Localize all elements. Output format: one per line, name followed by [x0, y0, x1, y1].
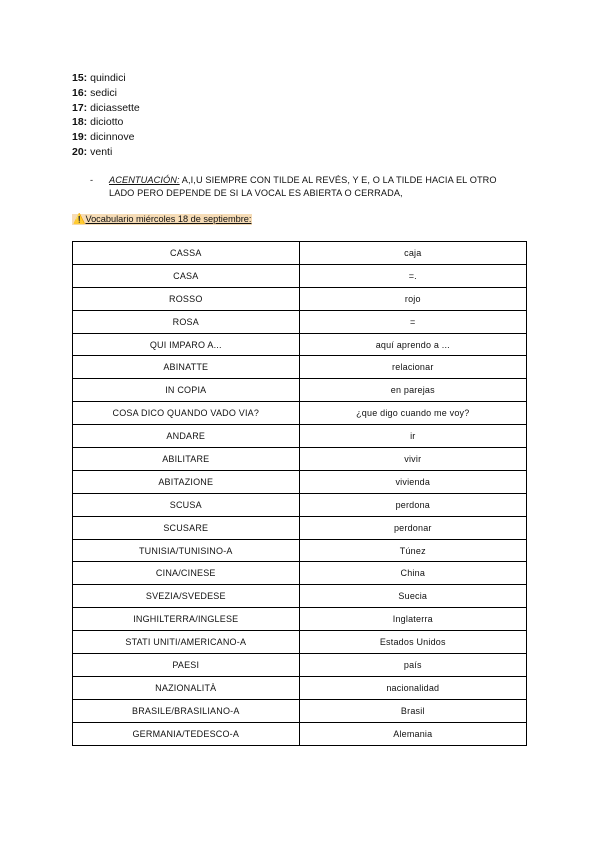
table-row	[73, 699, 527, 722]
table-row	[73, 242, 527, 265]
table-row	[73, 356, 527, 379]
italian-term: BRASILE/BRASILIANO-A	[73, 699, 300, 722]
italian-term: SVEZIA/SVEDESE	[73, 585, 300, 608]
spanish-term: Brasil	[299, 699, 526, 722]
vocab-heading-text: Vocabulario miércoles 18 de septiembre:	[85, 214, 252, 224]
table-row	[73, 562, 527, 585]
italian-term: SCUSA	[73, 493, 300, 516]
table-row	[73, 448, 527, 471]
table-row	[73, 287, 527, 310]
italian-term: STATI UNITI/AMERICANO-A	[73, 631, 300, 654]
spanish-term: Túnez	[299, 539, 526, 562]
table-row	[73, 333, 527, 356]
spanish-term: nacionalidad	[299, 676, 526, 699]
list-item: 18: diciotto	[72, 116, 124, 129]
vocab-heading	[72, 214, 252, 225]
table-row	[73, 654, 527, 677]
italian-term: CINA/CINESE	[73, 562, 300, 585]
spanish-term: Alemania	[299, 722, 526, 745]
spanish-term: Suecia	[299, 585, 526, 608]
table-row	[73, 608, 527, 631]
italian-term: ABILITARE	[73, 448, 300, 471]
table-row	[73, 722, 527, 745]
note-text: A,I,U SIEMPRE CON TILDE AL REVÉS, Y E, O LA TILDE HACIA EL OTRO LADO PERO DEPENDE DE SI LA VOCAL ES ABIERTA O CERRADA,	[109, 175, 497, 198]
table-row	[73, 516, 527, 539]
spanish-term: perdonar	[299, 516, 526, 539]
italian-term: INGHILTERRA/INGLESE	[73, 608, 300, 631]
spanish-term: vivir	[299, 448, 526, 471]
table-row	[73, 264, 527, 287]
table-row	[73, 676, 527, 699]
bullet-dash: -	[90, 175, 94, 185]
italian-term: ABITAZIONE	[73, 470, 300, 493]
italian-term: ROSSO	[73, 287, 300, 310]
italian-term: CASA	[73, 264, 300, 287]
italian-term: ROSA	[73, 310, 300, 333]
italian-term: CASSA	[73, 242, 300, 265]
vocab-table	[72, 241, 527, 746]
spanish-term: vivienda	[299, 470, 526, 493]
italian-term: GERMANIA/TEDESCO-A	[73, 722, 300, 745]
accent-note	[90, 174, 510, 200]
italian-term: PAESI	[73, 654, 300, 677]
italian-term: IN COPIA	[73, 379, 300, 402]
list-item: 20: venti	[72, 145, 113, 158]
list-item: 16: sedici	[72, 86, 117, 99]
table-row	[73, 493, 527, 516]
spanish-term: perdona	[299, 493, 526, 516]
spanish-term: caja	[299, 242, 526, 265]
italian-term: NAZIONALITÀ	[73, 676, 300, 699]
table-row	[73, 310, 527, 333]
spanish-term: Estados Unidos	[299, 631, 526, 654]
spanish-term: ir	[299, 425, 526, 448]
italian-term: ANDARE	[73, 425, 300, 448]
italian-term: QUI IMPARO A...	[73, 333, 300, 356]
italian-term: SCUSARE	[73, 516, 300, 539]
spanish-term: Inglaterra	[299, 608, 526, 631]
spanish-term: en parejas	[299, 379, 526, 402]
spanish-term: país	[299, 654, 526, 677]
table-row	[73, 470, 527, 493]
italian-term: COSA DICO QUANDO VADO VIA?	[73, 402, 300, 425]
list-item: 19: dicinnove	[72, 131, 135, 144]
italian-term: ABINATTE	[73, 356, 300, 379]
spanish-term: =	[299, 310, 526, 333]
number-list	[72, 71, 140, 160]
table-row	[73, 631, 527, 654]
table-row	[73, 585, 527, 608]
spanish-term: aquí aprendo a ...	[299, 333, 526, 356]
list-item: 15: quindici	[72, 72, 126, 84]
spanish-term: China	[299, 562, 526, 585]
italian-term: TUNISIA/TUNISINO-A	[73, 539, 300, 562]
table-row	[73, 402, 527, 425]
spanish-term: relacionar	[299, 356, 526, 379]
warning-icon: ⚠️	[73, 214, 86, 225]
table-row	[73, 379, 527, 402]
list-item: 17: diciassette	[72, 101, 140, 114]
spanish-term: ¿que digo cuando me voy?	[299, 402, 526, 425]
note-keyword: ACENTUACIÓN:	[109, 175, 180, 185]
table-row	[73, 539, 527, 562]
spanish-term: =.	[299, 264, 526, 287]
table-row	[73, 425, 527, 448]
spanish-term: rojo	[299, 287, 526, 310]
